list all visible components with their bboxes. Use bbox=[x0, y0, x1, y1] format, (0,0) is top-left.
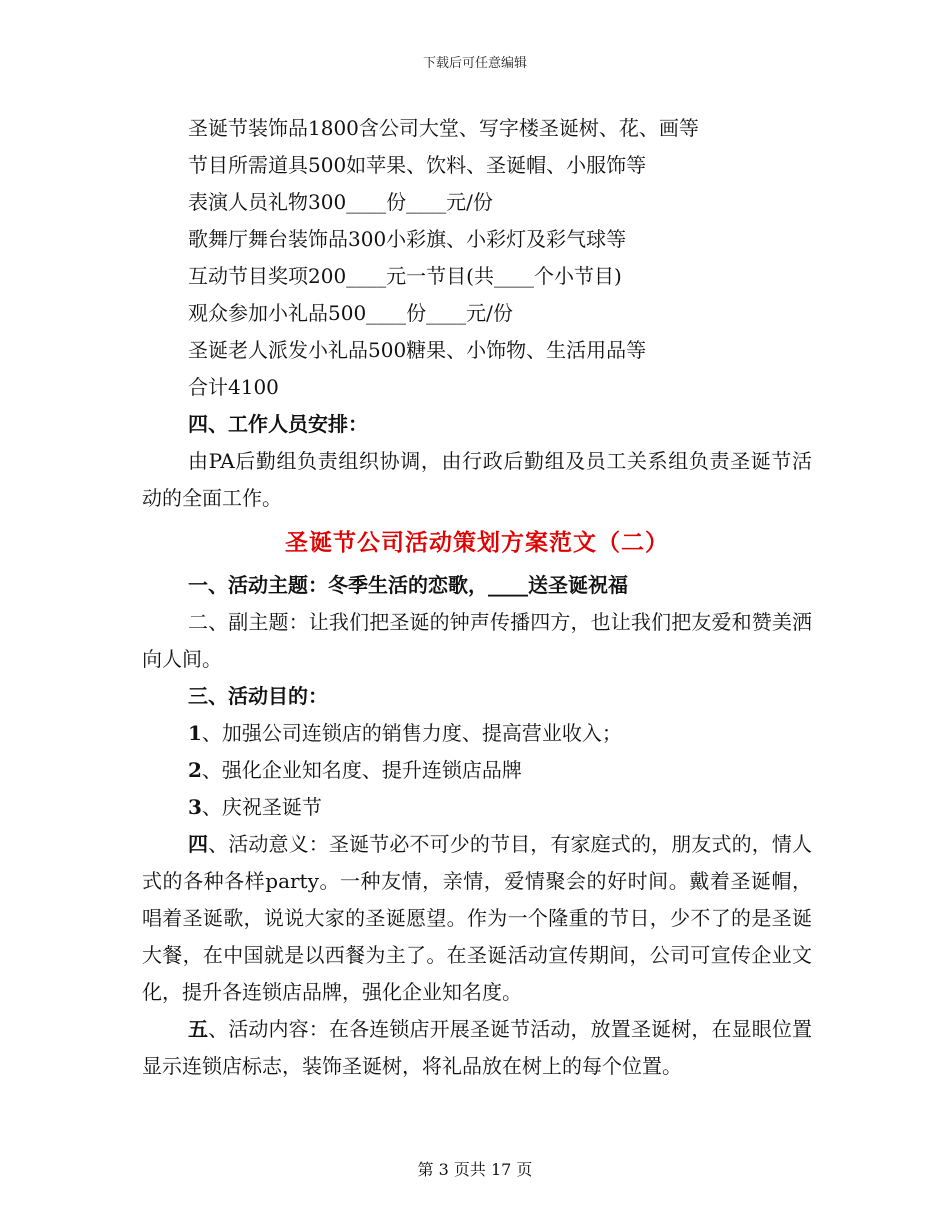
budget-item: 表演人员礼物300____份____元/份 bbox=[188, 190, 493, 214]
document-body bbox=[142, 110, 812, 1085]
item-number: 3 bbox=[188, 795, 202, 819]
paragraph-lead: 五 bbox=[188, 1017, 209, 1041]
item-text: 、庆祝圣诞节 bbox=[201, 795, 322, 819]
item-text: 、强化企业知名度、提升连锁店品牌 bbox=[201, 758, 522, 782]
budget-item: 歌舞厅舞台装饰品300小彩旗、小彩灯及彩气球等 bbox=[188, 227, 627, 251]
section-heading: 四、工作人员安排： bbox=[188, 412, 368, 436]
item-text: 、加强公司连锁店的销售力度、提高营业收入； bbox=[201, 721, 622, 745]
section-heading: 三、活动目的： bbox=[188, 684, 328, 708]
item-number: 2 bbox=[188, 758, 202, 782]
document-title: 圣诞节公司活动策划方案范文（二） bbox=[285, 529, 669, 556]
purpose-item bbox=[142, 789, 812, 826]
paragraph-lead: 四 bbox=[188, 832, 209, 856]
page-header: 下载后可任意编辑 bbox=[422, 56, 527, 71]
paragraph-text: 、活动意义：圣诞节必不可少的节目，有家庭式的，朋友式的，情人式的各种各样party。一种友情，亲情，爱情聚会的好时间。戴着圣诞帽，唱着圣诞歌，说说大家的圣诞愿望。作为一个隆重的节日，少不了的是圣诞大餐，在中国就是以西餐为主了。在圣诞活动宣传期间，公司可宣传企业文化，提升各连锁店品牌，强化企业知名度。 bbox=[142, 832, 813, 1004]
budget-item: 观众参加小礼品500____份____元/份 bbox=[188, 301, 513, 325]
section-paragraph: 由PA后勤组负责组织协调，由行政后勤组及员工关系组负责圣诞节活动的全面工作。 bbox=[142, 449, 812, 510]
purpose-item bbox=[142, 752, 812, 789]
activity-subtheme: 二、副主题：让我们把圣诞的钟声传播四方，也让我们把友爱和赞美洒向人间。 bbox=[142, 610, 812, 671]
budget-item: 节目所需道具500如苹果、饮料、圣诞帽、小服饰等 bbox=[188, 153, 647, 177]
budget-item: 互动节目奖项200____元一节目(共____个小节目) bbox=[188, 264, 622, 288]
paragraph-text: 、活动内容：在各连锁店开展圣诞节活动，放置圣诞树，在显眼位置显示连锁店标志，装饰圣诞树，将礼品放在树上的每个位置。 bbox=[142, 1017, 813, 1078]
page-footer: 第 3 页共 17 页 bbox=[417, 1160, 533, 1179]
budget-item: 圣诞节装饰品1800含公司大堂、写字楼圣诞树、花、画等 bbox=[188, 116, 699, 140]
meaning-paragraph bbox=[142, 826, 812, 1011]
budget-item: 圣诞老人派发小礼品500糖果、小饰物、生活用品等 bbox=[188, 338, 647, 362]
purpose-item bbox=[142, 715, 812, 752]
activity-theme: 一、活动主题：冬季生活的恋歌，____送圣诞祝福 bbox=[188, 573, 628, 597]
item-number: 1 bbox=[188, 721, 202, 745]
budget-total: 合计4100 bbox=[188, 375, 279, 399]
content-paragraph bbox=[142, 1011, 812, 1085]
